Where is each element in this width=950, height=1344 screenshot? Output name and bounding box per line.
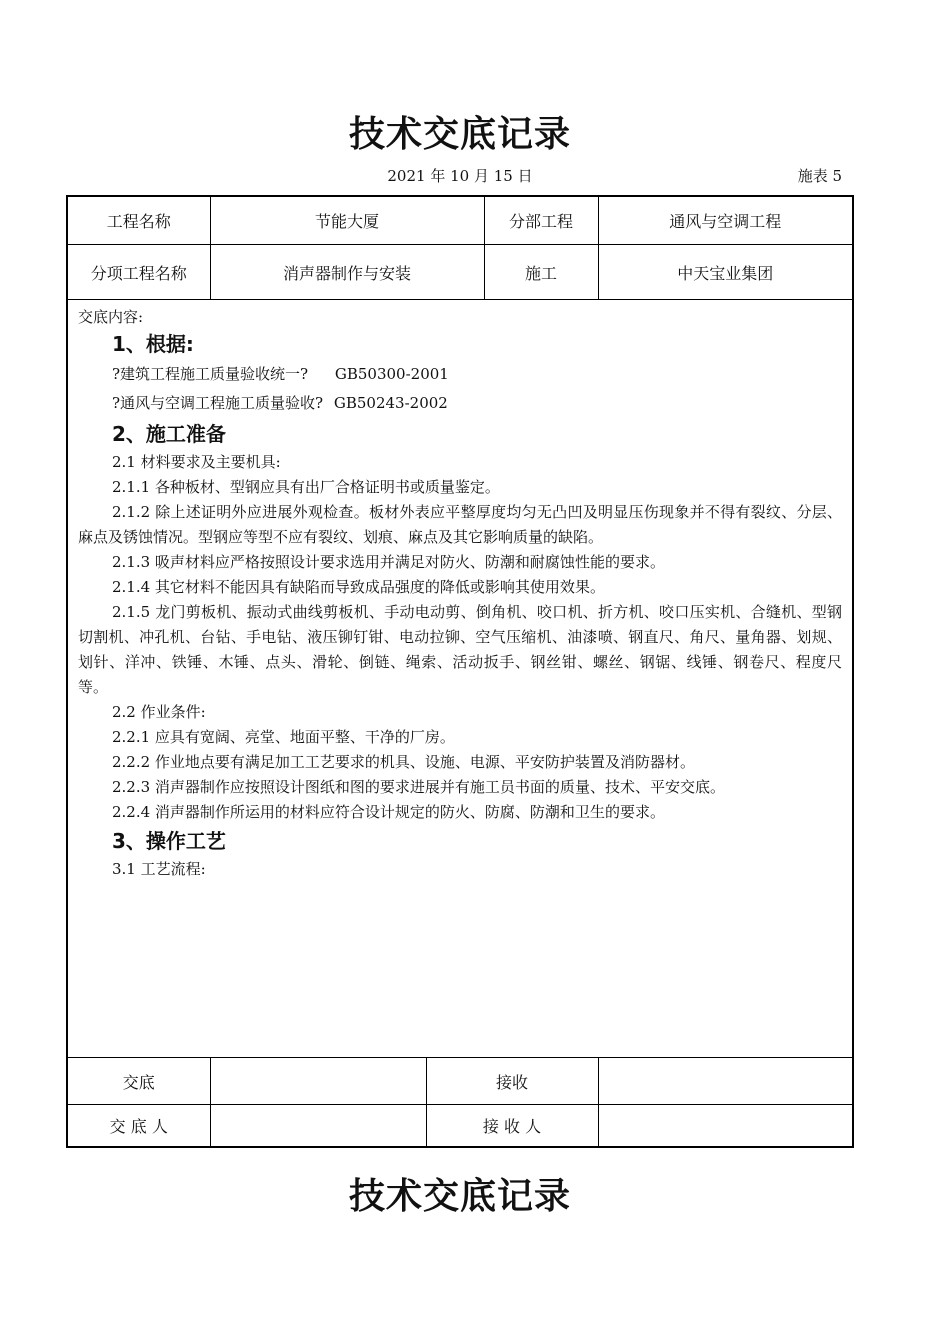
receive-value <box>598 1058 853 1105</box>
paragraph-2-1-3: 2.1.3 吸声材料应严格按照设计要求选用并满足对防火、防潮和耐腐蚀性能的要求。 <box>112 553 665 571</box>
receive-label: 接收 <box>426 1058 598 1105</box>
paragraph-2-1: 2.1 材料要求及主要机具: <box>112 453 281 471</box>
division-label: 分部工程 <box>484 196 598 245</box>
reference-1 <box>78 360 842 389</box>
subitem-value: 消声器制作与安装 <box>210 245 484 300</box>
handover-label: 交底 <box>67 1058 210 1105</box>
page-title-next: 技术交底记录 <box>348 1176 571 1217</box>
project-name-value: 节能大厦 <box>210 196 484 245</box>
paragraph-2-2: 2.2 作业条件: <box>112 703 206 721</box>
date: 2021 年 10 月 15 日 <box>387 167 533 185</box>
paragraph-2-1-4: 2.1.4 其它材料不能因具有缺陷而导致成品强度的降低或影响其使用效果。 <box>112 578 605 596</box>
handover-person-value <box>210 1105 426 1148</box>
paragraph-2-1-2: 2.1.2 除上述证明外应进展外观检查。板材外表应平整厚度均匀无凸凹及明显压伤现象并不得有裂纹、分层、麻点及锈蚀情况。型钢应等型不应有裂纹、划痕、麻点及其它影响质量的缺陷。 <box>78 503 843 546</box>
reference-2-title: ?通风与空调工程施工质量验收? <box>112 394 324 412</box>
paragraph-2-1-5: 2.1.5 龙门剪板机、振动式曲线剪板机、手动电动剪、倒角机、咬口机、折方机、咬口压实机、合缝机、型钢切割机、冲孔机、台钻、手电钻、液压铆钉钳、电动拉铆、空气压缩机、油漆喷、钢直尺、角尺、量角器、划规、划针、洋冲、铁锤、木锤、点头、滑轮、倒链、绳索、活动扳手、钢丝钳、螺丝、钢锯、线锤、钢卷尺、程度尺等。 <box>78 603 843 696</box>
section-1-heading: 1、根据: <box>112 332 194 356</box>
division-value: 通风与空调工程 <box>598 196 853 245</box>
subitem-label: 分项工程名称 <box>67 245 210 300</box>
record-table <box>66 195 854 1148</box>
form-number: 施表 5 <box>797 167 842 185</box>
handover-content <box>67 300 853 1058</box>
project-name-label: 工程名称 <box>67 196 210 245</box>
handover-value <box>210 1058 426 1105</box>
paragraph-3-1: 3.1 工艺流程: <box>112 860 206 878</box>
paragraph-2-2-2: 2.2.2 作业地点要有满足加工工艺要求的机具、设施、电源、平安防护装置及消防器材。 <box>112 753 695 771</box>
reference-1-title: ?建筑工程施工质量验收统一? <box>112 365 309 383</box>
page-title: 技术交底记录 <box>348 114 571 155</box>
paragraph-2-2-4: 2.2.4 消声器制作所运用的材料应符合设计规定的防火、防腐、防潮和卫生的要求。 <box>112 803 665 821</box>
receive-person-label: 接 收 人 <box>426 1105 598 1148</box>
reference-1-code: GB50300-2001 <box>334 365 449 383</box>
reference-2-code: GB50243-2002 <box>333 394 448 412</box>
construction-label: 施工 <box>484 245 598 300</box>
section-2-heading: 2、施工准备 <box>112 422 226 446</box>
paragraph-2-2-1: 2.2.1 应具有宽阔、亮堂、地面平整、干净的厂房。 <box>112 728 455 746</box>
paragraph-2-1-1: 2.1.1 各种板材、型钢应具有出厂合格证明书或质量鉴定。 <box>112 478 500 496</box>
reference-2 <box>78 389 842 418</box>
paragraph-2-2-3: 2.2.3 消声器制作应按照设计图纸和图的要求进展并有施工员书面的质量、技术、平安交底。 <box>112 778 725 796</box>
section-3-heading: 3、操作工艺 <box>112 829 226 853</box>
receive-person-value <box>598 1105 853 1148</box>
construction-value: 中天宝业集团 <box>598 245 853 300</box>
content-intro: 交底内容: <box>78 308 144 326</box>
handover-person-label: 交 底 人 <box>67 1105 210 1148</box>
